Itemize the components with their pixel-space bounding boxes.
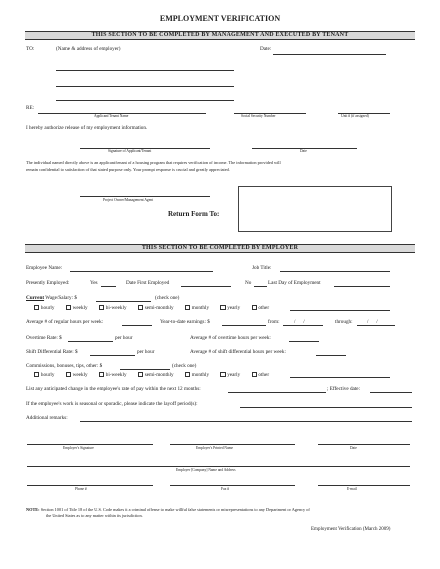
signature-date-caption: Date bbox=[300, 149, 307, 153]
commissions-line[interactable] bbox=[120, 369, 170, 370]
phone-line[interactable] bbox=[27, 485, 153, 486]
employer-signature-caption: Employer's Signature bbox=[63, 446, 94, 450]
date-first-employed-line[interactable] bbox=[181, 286, 231, 287]
wage-monthly-checkbox[interactable]: monthly bbox=[185, 305, 209, 311]
avg-hours-label: Average # of regular hours per week: bbox=[26, 319, 104, 325]
wage-frequency-row bbox=[34, 305, 269, 311]
avg-hours-line[interactable] bbox=[122, 325, 152, 326]
note-line-1: NOTE: Section 1001 of Title 18 of the U.S. Code makes it a criminal offense to make willful false statements or misrepresentations to any Department or Agency of bbox=[26, 507, 310, 512]
wage-other-line[interactable] bbox=[290, 310, 390, 311]
footer-text: Employment Verification (March 2009) bbox=[311, 527, 391, 532]
yes-line[interactable] bbox=[101, 286, 116, 287]
section2-header: THIS SECTION TO BE COMPLETED BY EMPLOYER bbox=[25, 244, 415, 253]
comm-other-checkbox[interactable]: other bbox=[252, 372, 270, 378]
no-label: No bbox=[245, 280, 252, 286]
through-slashes: / / bbox=[367, 319, 378, 325]
fax-line[interactable] bbox=[170, 485, 295, 486]
paragraph-line-2: remain confidential to satisfaction of that stated purpose only. Your prompt response is crucial and greatly appreciated. bbox=[26, 167, 230, 172]
company-line[interactable] bbox=[27, 466, 410, 467]
wage-hourly-checkbox[interactable]: hourly bbox=[34, 305, 54, 311]
paragraph-line-1: The individual named directly above is an applicant/tenant of a housing program that requires verification of income. The information provided will bbox=[26, 160, 281, 165]
comm-other-line[interactable] bbox=[290, 377, 390, 378]
from-slashes: / / bbox=[294, 319, 305, 325]
wage-other-checkbox[interactable]: other bbox=[252, 305, 270, 311]
page-title: EMPLOYMENT VERIFICATION bbox=[159, 14, 281, 23]
remarks-line[interactable] bbox=[80, 421, 412, 422]
job-title-label: Job Title: bbox=[252, 265, 272, 271]
employer-date-line[interactable] bbox=[318, 444, 410, 445]
signature-caption: Signature of Applicant/Tenant bbox=[108, 149, 152, 153]
agent-line[interactable] bbox=[80, 196, 210, 197]
wage-yearly-checkbox[interactable]: yearly bbox=[220, 305, 240, 311]
overtime-rate-line[interactable] bbox=[68, 341, 113, 342]
comm-semimonthly-checkbox[interactable]: semi-monthly bbox=[138, 372, 174, 378]
comm-yearly-checkbox[interactable]: yearly bbox=[220, 372, 240, 378]
anticipated-line[interactable] bbox=[228, 392, 326, 393]
to-label: TO: bbox=[26, 46, 35, 52]
effective-date-label: ; Effective date: bbox=[327, 386, 361, 392]
comm-hourly-checkbox[interactable]: hourly bbox=[34, 372, 54, 378]
employer-line-2 bbox=[56, 86, 234, 87]
avg-shift-label: Average # of shift differential hours per week: bbox=[190, 349, 286, 355]
effective-date-line[interactable] bbox=[370, 392, 412, 393]
seasonal-label: If the employee's work is seasonal or sporadic, please indicate the layoff period(s): bbox=[26, 401, 198, 407]
agent-caption: Project Owner/Management Agent bbox=[103, 198, 154, 202]
wage-semimonthly-checkbox[interactable]: semi-monthly bbox=[138, 305, 174, 311]
employee-name-line[interactable] bbox=[70, 271, 213, 272]
employer-line-3 bbox=[56, 100, 234, 101]
employer-signature-line[interactable] bbox=[27, 444, 153, 445]
fax-caption: Fax # bbox=[221, 487, 230, 491]
employer-date-caption: Date bbox=[350, 446, 357, 450]
avg-overtime-label: Average # of overtime hours per week: bbox=[190, 335, 271, 341]
anticipated-label: List any anticipated change in the employee's rate of pay within the next 12 months: bbox=[26, 386, 201, 392]
presently-employed-label: Presently Employed: bbox=[26, 280, 70, 286]
unit-caption: Unit # (if assigned) bbox=[341, 114, 369, 118]
ytd-line[interactable] bbox=[222, 325, 266, 326]
return-address-box bbox=[238, 186, 392, 232]
employer-line-1 bbox=[56, 70, 234, 71]
avg-shift-line[interactable] bbox=[316, 355, 346, 356]
company-caption: Employer [Company] Name and Address bbox=[176, 468, 236, 472]
no-line[interactable] bbox=[254, 286, 267, 287]
phone-caption: Phone # bbox=[75, 487, 87, 491]
commission-frequency-row bbox=[34, 372, 269, 378]
employer-printed-caption: Employer's Printed Name bbox=[196, 446, 233, 450]
section1-header: THIS SECTION TO BE COMPLETED BY MANAGEMENT AND EXECUTED BY TENANT bbox=[25, 31, 415, 40]
comm-weekly-checkbox[interactable]: weekly bbox=[66, 372, 88, 378]
note-line-2: the United States as to any matter within its jurisdiction. bbox=[46, 513, 143, 518]
authorize-text: I hereby authorize release of my employment information. bbox=[26, 125, 148, 131]
email-line[interactable] bbox=[318, 485, 410, 486]
to-hint: (Name & address of employer) bbox=[56, 46, 121, 52]
date-first-employed-label: Date First Employed bbox=[126, 280, 170, 286]
last-day-label: Last Day of Employment bbox=[268, 280, 321, 286]
return-label: Return Form To: bbox=[168, 210, 220, 218]
wage-line[interactable] bbox=[96, 301, 151, 302]
applicant-caption: Applicant/Tenant Name bbox=[94, 114, 129, 118]
last-day-line[interactable] bbox=[334, 286, 390, 287]
ssn-caption: Social Security Number bbox=[241, 114, 276, 118]
commissions-check-one: (check one) bbox=[172, 363, 197, 369]
date-line[interactable] bbox=[273, 54, 386, 55]
avg-overtime-line[interactable] bbox=[289, 341, 319, 342]
remarks-label: Additional remarks: bbox=[26, 415, 68, 421]
commissions-label: Commissions, bonuses, tips, other: $ bbox=[26, 363, 103, 369]
comm-monthly-checkbox[interactable]: monthly bbox=[185, 372, 209, 378]
job-title-line[interactable] bbox=[280, 271, 390, 272]
wage-weekly-checkbox[interactable]: weekly bbox=[66, 305, 88, 311]
shift-per-hour: per hour bbox=[137, 349, 155, 355]
shift-rate-label: Shift Differential Rate: $ bbox=[26, 349, 78, 355]
overtime-rate-label: Overtime Rate: $ bbox=[26, 335, 62, 341]
from-label: from: bbox=[268, 319, 280, 325]
through-label: through: bbox=[335, 319, 353, 325]
shift-rate-line[interactable] bbox=[90, 355, 135, 356]
re-label: RE: bbox=[26, 105, 35, 111]
comm-biweekly-checkbox[interactable]: bi-weekly bbox=[99, 372, 127, 378]
check-one-label: (check one) bbox=[155, 295, 180, 301]
overtime-per-hour: per hour bbox=[115, 335, 133, 341]
current-label: Current Wage/Salary: $ bbox=[26, 295, 77, 301]
employee-name-label: Employee Name: bbox=[26, 265, 63, 271]
employer-printed-line[interactable] bbox=[170, 444, 295, 445]
seasonal-line[interactable] bbox=[240, 407, 412, 408]
wage-biweekly-checkbox[interactable]: bi-weekly bbox=[99, 305, 127, 311]
email-caption: E-mail bbox=[347, 487, 357, 491]
ytd-label: Year-to-date earnings: $ bbox=[160, 319, 210, 325]
yes-label: Yes bbox=[90, 280, 98, 286]
date-label: Date: bbox=[260, 46, 272, 52]
